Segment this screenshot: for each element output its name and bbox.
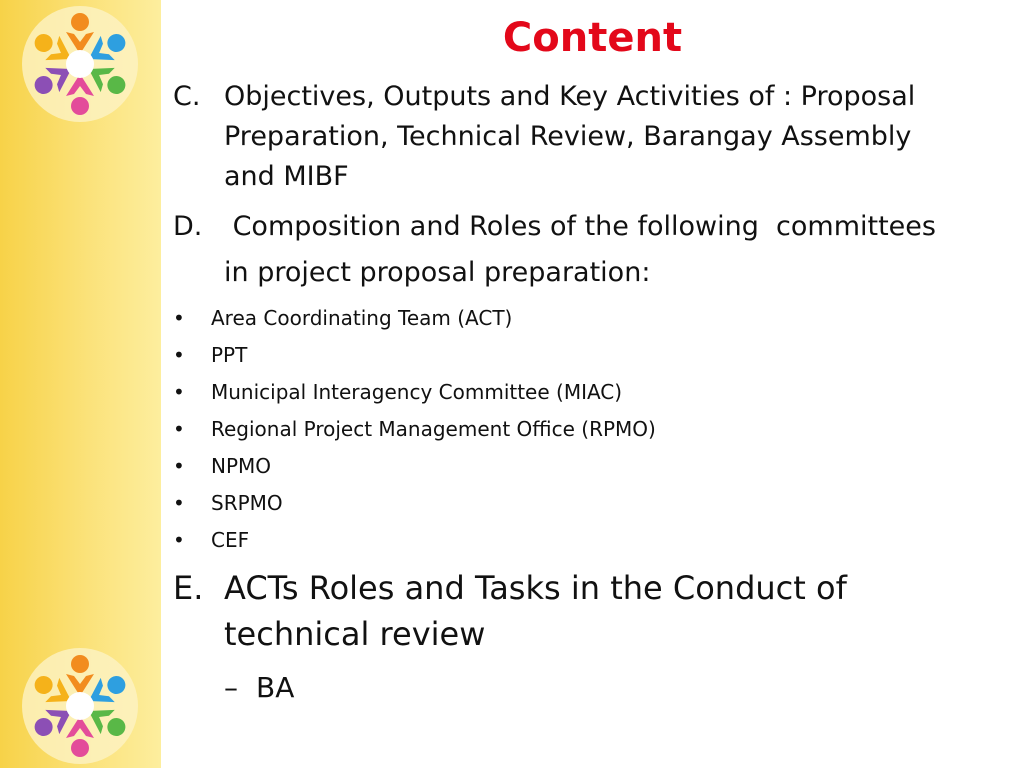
left-decorative-band — [0, 0, 161, 768]
committee-label: SRPMO — [211, 491, 283, 515]
bullet-icon: • — [173, 491, 185, 515]
committee-label: PPT — [211, 343, 248, 367]
outline-item-c-line1: Objectives, Outputs and Key Activities of : Proposal — [224, 81, 916, 112]
bullet-icon: • — [173, 528, 185, 552]
people-circle-emblem-top — [0, 0, 161, 130]
committee-label: Area Coordinating Team (ACT) — [211, 306, 513, 330]
committee-label: Municipal Interagency Committee (MIAC) — [211, 380, 623, 404]
outline-item-d-line1: Composition and Roles of the following committees — [224, 211, 936, 242]
bullet-icon: • — [173, 306, 185, 330]
outline-letter-c: C. — [173, 81, 201, 112]
people-circle-emblem-icon — [0, 640, 161, 770]
committee-label: NPMO — [211, 454, 272, 478]
outline-item-c-line2: Preparation, Technical Review, Barangay Assembly — [224, 121, 912, 152]
people-circle-emblem-icon — [0, 0, 161, 130]
outline-letter-e: E. — [173, 569, 204, 607]
outline-item-e-line1: ACTs Roles and Tasks in the Conduct of — [224, 569, 847, 607]
bullet-icon: • — [173, 454, 185, 478]
people-circle-emblem-bottom — [0, 640, 161, 770]
sub-item-text: BA — [256, 671, 295, 704]
outline-letter-d: D. — [173, 211, 203, 242]
sub-item-dash: – — [224, 671, 238, 704]
bullet-icon: • — [173, 343, 185, 367]
committee-label: Regional Project Management Office (RPMO) — [211, 417, 656, 441]
outline-item-d-line2: in project proposal preparation: — [224, 257, 651, 288]
committee-label: CEF — [211, 528, 250, 552]
outline-item-c-line3: and MIBF — [224, 161, 349, 192]
bullet-icon: • — [173, 417, 185, 441]
outline-item-e-line2: technical review — [224, 615, 486, 653]
slide-title: Content — [502, 15, 683, 61]
bullet-icon: • — [173, 380, 185, 404]
